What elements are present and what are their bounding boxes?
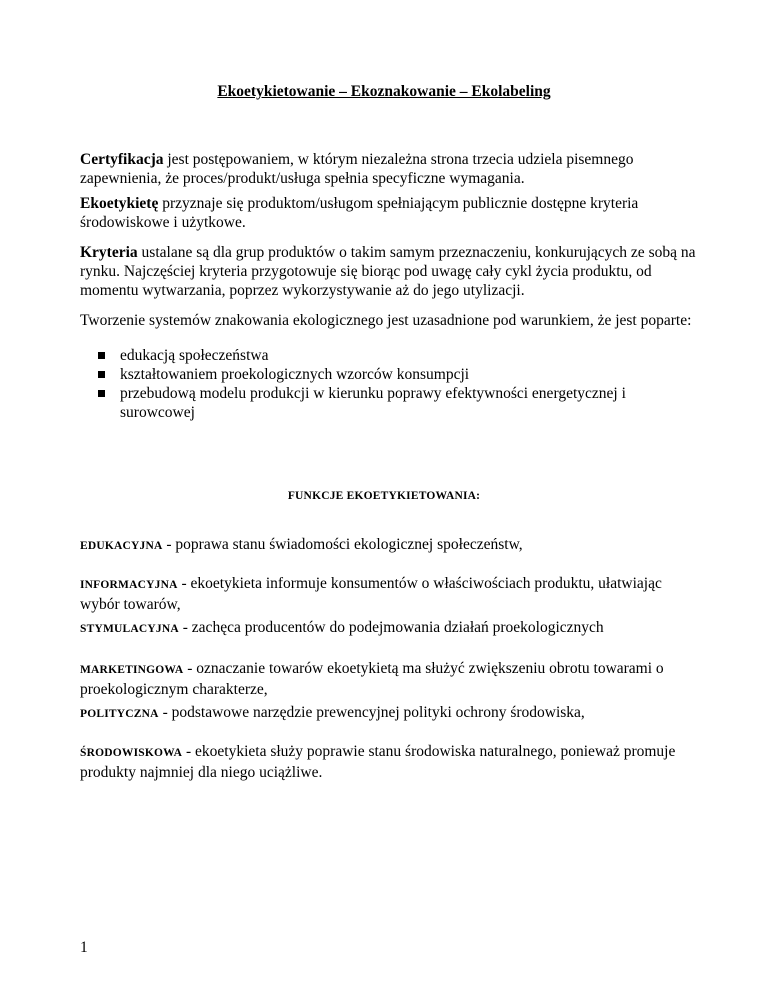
paragraph-term: Ekoetykietę (80, 195, 159, 212)
functions-heading: FUNKCJE EKOETYKIETOWANIA: (287, 490, 481, 502)
square-bullet-icon (98, 371, 105, 378)
function-description: - zachęca producentów do podejmowania działań proekologicznych (178, 619, 604, 636)
function-item (80, 535, 700, 556)
function-name: STYMULACYJNA (80, 623, 179, 635)
function-name: EDUKACYJNA (80, 540, 163, 552)
paragraph-text: przyznaje się produktom/usługom spełniającym publicznie dostępne kryteria środowiskowe i użytkowe. (80, 195, 639, 231)
function-name: INFORMACYJNA (80, 579, 178, 591)
list-item (80, 346, 660, 365)
function-name: ŚRODOWISKOWA (80, 747, 183, 759)
function-item (80, 742, 700, 782)
page-number: 1 (80, 939, 88, 956)
list-item (80, 384, 660, 422)
list-item-text: edukacją społeczeństwa (120, 347, 269, 364)
paragraph-kryteria (80, 243, 700, 300)
paragraph-intro-list: Tworzenie systemów znakowania ekologicznego jest uzasadnione pod warunkiem, że jest poparte: (80, 312, 692, 329)
function-item (80, 659, 700, 699)
bullet-list (80, 346, 700, 422)
paragraph-text: jest postępowaniem, w którym niezależna strona trzecia udziela pisemnego zapewnienia, że proces/produkt/usługa spełnia specyficzne wymagania. (80, 151, 634, 187)
square-bullet-icon (98, 390, 105, 397)
function-description: - ekoetykieta informuje konsumentów o właściwościach produktu, ułatwiając wybór towarów, (80, 575, 662, 613)
function-description: - ekoetykieta służy poprawie stanu środowiska naturalnego, ponieważ promuje produkty najmniej dla niego uciążliwe. (80, 743, 676, 781)
list-item-text: przebudową modelu produkcji w kierunku poprawy efektywności energetycznej i surowcowej (120, 385, 626, 421)
function-item (80, 574, 700, 614)
function-name: MARKETINGOWA (80, 664, 184, 676)
function-item (80, 703, 700, 724)
paragraph-certyfikacja (80, 150, 700, 188)
square-bullet-icon (98, 352, 105, 359)
function-name: POLITYCZNA (80, 708, 159, 720)
list-item-text: kształtowaniem proekologicznych wzorców konsumpcji (120, 366, 470, 383)
function-item (80, 618, 700, 639)
document-title: Ekoetykietowanie – Ekoznakowanie – Ekolabeling (217, 83, 551, 100)
function-description: - poprawa stanu świadomości ekologicznej społeczeństw, (162, 536, 523, 553)
paragraph-term: Kryteria (80, 244, 138, 261)
paragraph-term: Certyfikacja (80, 151, 164, 168)
function-description: - podstawowe narzędzie prewencyjnej polityki ochrony środowiska, (158, 704, 585, 721)
paragraph-text: ustalane są dla grup produktów o takim samym przeznaczeniu, konkurujących ze sobą na rynku. Najczęściej kryteria przygotowuje się biorąc pod uwagę cały cykl życia produktu, od momentu wytwarzania, poprzez wykorzystywanie aż do jego utylizacji. (80, 244, 696, 299)
list-item (80, 365, 660, 384)
paragraph-ekoetykiete (80, 194, 700, 232)
function-description: - oznaczanie towarów ekoetykietą ma służyć zwiększeniu obrotu towarami o proekologicznym charakterze, (80, 660, 664, 698)
